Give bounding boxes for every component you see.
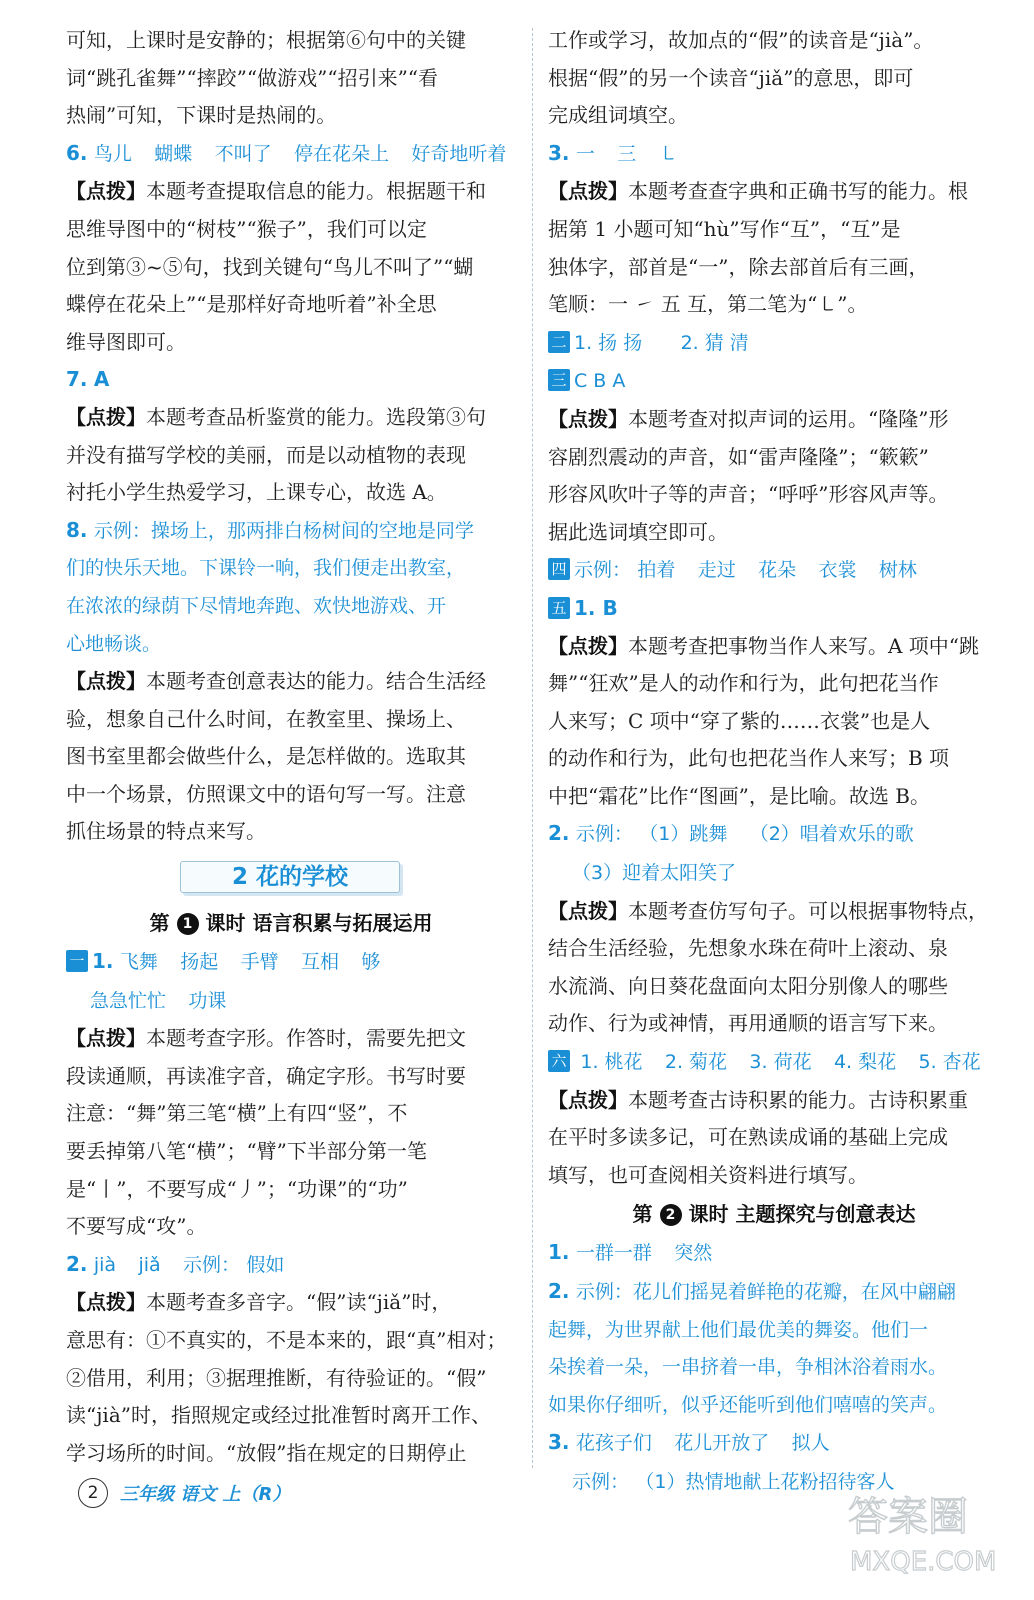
watermark-url: MXQE.COM bbox=[850, 1547, 997, 1577]
text-line: 在平时多读多记，可在熟读成诵的基础上完成 bbox=[548, 1125, 948, 1150]
text-line: 学习场所的时间。“放假”指在规定的日期停止 bbox=[66, 1440, 467, 1465]
text-line: 中把“霜花”比作“图画”，是比喻。故选 B。 bbox=[548, 783, 930, 808]
left-column bbox=[66, 22, 516, 1472]
text-line: 的动作和行为，此句也把花当作人来写；B 项 bbox=[548, 746, 950, 771]
s3-tip: 【点拨】本题考查对拟声词的运用。“隆隆”形 bbox=[548, 406, 949, 431]
text-line: 形容风吹叶子等的声音；“呼呼”形容风声等。 bbox=[548, 482, 949, 507]
text-line: 衬托小学生热爱学习，上课专心，故选 A。 bbox=[66, 480, 447, 505]
q3-tip: 【点拨】本题考查查字典和正确书写的能力。根 bbox=[548, 179, 968, 204]
q7-answer: 7. A bbox=[66, 367, 110, 392]
t3-answer: 3. 花孩子们 花儿开放了 拟人 bbox=[548, 1430, 830, 1455]
s2-answer-right: 二 1. 扬 扬 2. 猜 清 bbox=[548, 324, 1000, 363]
text-line: 图书室里都会做些什么，是怎样做的。选取其 bbox=[66, 744, 466, 769]
s6-tip: 【点拨】本题考查古诗积累的能力。古诗积累重 bbox=[548, 1087, 968, 1112]
text-line: 读“jià”时，指照规定或经过批准暂时离开工作、 bbox=[66, 1403, 491, 1428]
s5-answer: 五 1. B bbox=[548, 590, 1000, 628]
text-line: 验，想象自己什么时间，在教室里、操场上、 bbox=[66, 706, 466, 731]
s5-2-answer-cont: （3）迎着太阳笑了 bbox=[572, 862, 737, 885]
text-line: 朵挨着一朵，一串挤着一串，争相沐浴着雨水。 bbox=[548, 1356, 948, 1379]
text-line: 心地畅谈。 bbox=[66, 632, 162, 655]
s1-tip: 【点拨】本题考查字形。作答时，需要先把文 bbox=[66, 1026, 466, 1051]
page-number: 2 bbox=[78, 1478, 108, 1508]
s2-answer: 2. jià jiǎ 示例： 假如 bbox=[66, 1251, 285, 1276]
q6-tip: 【点拨】本题考查提取信息的能力。根据题干和 bbox=[66, 179, 486, 204]
column-divider bbox=[532, 28, 533, 1468]
text-line: 段读通顺，再读准字音，确定字形。书写时要 bbox=[66, 1063, 466, 1088]
text-line: 水流淌、向日葵花盘面向太阳分别像人的哪些 bbox=[548, 973, 948, 998]
text-line: 独体字，部首是“一”，除去部首后有三画， bbox=[548, 254, 929, 279]
text-line: 动作、行为或神情，再用通顺的语言写下来。 bbox=[548, 1011, 948, 1036]
text-line: 如果你仔细听，似乎还能听到他们嘻嘻的笑声。 bbox=[548, 1393, 948, 1416]
text-line: 据此选词填空即可。 bbox=[548, 519, 728, 544]
text-line: 笔顺：一 ㇀ 五 互，第二笔为“㇄”。 bbox=[548, 292, 868, 317]
text-line: 据第 1 小题可知“hù”写作“互”，“互”是 bbox=[548, 216, 901, 241]
text-line: 抓住场景的特点来写。 bbox=[66, 819, 266, 844]
text-line: 蝶停在花朵上”“是那样好奇地听着”补全思 bbox=[66, 292, 437, 317]
text-line: 要丢掉第八笔“横”；“臂”下半部分第一笔 bbox=[66, 1139, 427, 1164]
text-line: 是“丨”，不要写成“丿”；“功课”的“功” bbox=[66, 1176, 408, 1201]
s1-answer: 一 1. 飞舞 扬起 手臂 互相 够 bbox=[66, 943, 516, 982]
s4-answer: 四 示例： 拍着 走过 花朵 衣裳 树林 bbox=[548, 551, 1000, 590]
q3-answer: 3. 一 三 ㇄ bbox=[548, 140, 678, 165]
t2-answer: 2. 示例：花儿们摇晃着鲜艳的花瓣，在风中翩翩 bbox=[548, 1279, 956, 1303]
text-line: 中一个场景，仿照课文中的语句写一写。注意 bbox=[66, 781, 466, 806]
unit-title: 2 花的学校 bbox=[66, 855, 516, 901]
text-line: 人来写；C 项中“穿了紫的……衣裳”也是人 bbox=[548, 708, 931, 733]
text-line: 维导图即可。 bbox=[66, 329, 186, 354]
t1-answer: 1. 一群一群 突然 bbox=[548, 1240, 713, 1265]
s5-2-answer: 2. 示例： （1）跳舞 （2）唱着欢乐的歌 bbox=[548, 821, 914, 846]
text-line: 不要写成“攻”。 bbox=[66, 1214, 207, 1239]
text-line: 词“跳孔雀舞”“摔跤”“做游戏”“招引来”“看 bbox=[66, 65, 439, 90]
watermark-text: 答案圈 bbox=[848, 1494, 968, 1540]
text-line: ②借用，利用；③据理推断，有待验证的。“假” bbox=[66, 1365, 487, 1390]
s2-tip: 【点拨】本题考查多音字。“假”读“jiǎ”时， bbox=[66, 1290, 452, 1315]
text-line: 热闹”可知，下课时是热闹的。 bbox=[66, 103, 337, 128]
q8-tip: 【点拨】本题考查创意表达的能力。结合生活经 bbox=[66, 669, 486, 694]
text-line: 根据“假”的另一个读音“jiǎ”的意思，即可 bbox=[548, 65, 914, 90]
text-line: 们的快乐天地。下课铃一响，我们便走出教室， bbox=[66, 557, 466, 580]
text-line: 容剧烈震动的声音，如“雷声隆隆”；“簌簌” bbox=[548, 444, 929, 469]
t3-example: 示例： （1）热情地献上花粉招待客人 bbox=[572, 1470, 895, 1493]
text-line: 完成组词填空。 bbox=[548, 103, 688, 128]
q6-answer: 6. 鸟儿 蝴蝶 不叫了 停在花朵上 好奇地听着 bbox=[66, 140, 507, 165]
s5-2-tip: 【点拨】本题考查仿写句子。可以根据事物特点， bbox=[548, 898, 988, 923]
s3-answer: 三 C B A bbox=[548, 362, 1000, 401]
q7-tip: 【点拨】本题考查品析鉴赏的能力。选段第③句 bbox=[66, 404, 486, 429]
s6-answer: 六 1. 桃花 2. 菊花 3. 荷花 4. 梨花 5. 杏花 bbox=[548, 1043, 1000, 1082]
text-line: 在浓浓的绿荫下尽情地奔跑、欢快地游戏、开 bbox=[66, 594, 447, 617]
right-column bbox=[548, 22, 1000, 1502]
text-line: 意思有：①不真实的，不是本来的，跟“真”相对； bbox=[66, 1328, 507, 1352]
watermark-logo bbox=[838, 1480, 1008, 1580]
s1-answer-cont: 急急忙忙 功课 bbox=[90, 989, 227, 1012]
text-line: 可知，上课时是安静的；根据第⑥句中的关键 bbox=[66, 28, 466, 52]
text-line: 并没有描写学校的美丽，而是以动植物的表现 bbox=[66, 442, 466, 467]
text-line: 位到第③~⑤句，找到关键句“鸟儿不叫了”“蝴 bbox=[66, 254, 474, 279]
text-line: 思维导图中的“树枝”“猴子”，我们可以定 bbox=[66, 216, 427, 241]
text-line: 工作或学习，故加点的“假”的读音是“jià”。 bbox=[548, 28, 934, 52]
book-brand: 三年级 语文 上（R） bbox=[120, 1484, 291, 1505]
lesson-heading-1: 第 1 课时 语言积累与拓展运用 bbox=[149, 911, 433, 936]
text-line: 舞”“狂欢”是人的动作和行为，此句把花当作 bbox=[548, 671, 939, 696]
text-line: 起舞，为世界献上他们最优美的舞姿。他们一 bbox=[548, 1318, 929, 1341]
s5-tip: 【点拨】本题考查把事物当作人来写。A 项中“跳 bbox=[548, 633, 980, 658]
text-line: 注意：“舞”第三笔“横”上有四“竖”，不 bbox=[66, 1101, 408, 1126]
lesson-heading-2: 第 2 课时 主题探究与创意表达 bbox=[632, 1202, 916, 1227]
q8-answer: 8. 示例：操场上，那两排白杨树间的空地是同学 bbox=[66, 517, 474, 542]
text-line: 结合生活经验，先想象水珠在荷叶上滚动、泉 bbox=[548, 936, 948, 961]
text-line: 填写，也可查阅相关资料进行填写。 bbox=[548, 1162, 868, 1187]
